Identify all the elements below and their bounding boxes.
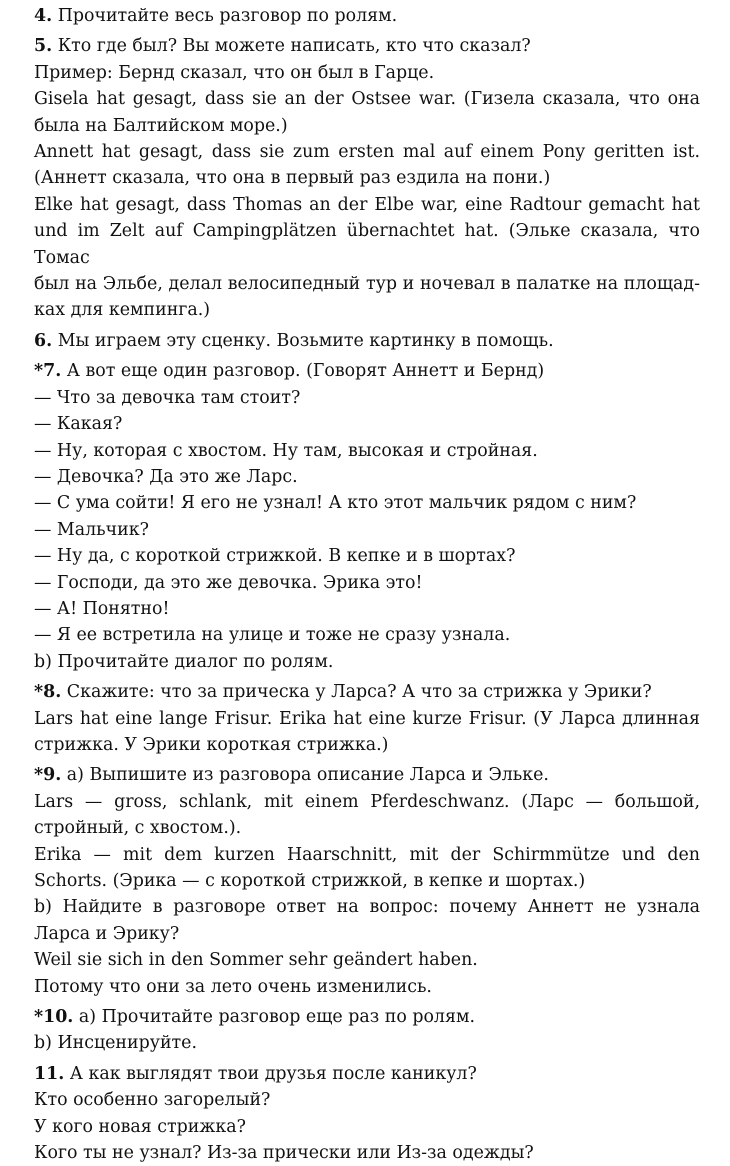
task-9-german-answer: Weil sie sich in den Sommer sehr geändert haben. [34, 950, 478, 971]
task-9-russian-answer: Потому что они за лето очень изменились. [34, 976, 432, 997]
task-9 [34, 762, 700, 1000]
task-5-line [34, 33, 700, 59]
task-6 [34, 328, 700, 354]
task-11-text: А как выглядят твои друзья после каникул? [69, 1063, 477, 1084]
task-8-answer-line-1: Lars hat eine lange Frisur. Erika hat eine kurze Frisur. (У Ларса длинная [34, 708, 700, 729]
task-8-line [34, 679, 700, 705]
task-8 [34, 679, 700, 758]
task-11-question: У кого новая стрижка? [34, 1116, 246, 1137]
task-5-elke-line-4: ках для кемпинга.) [34, 300, 211, 321]
dialogue-line: — Ну да, с короткой стрижкой. В кепке и в шортах? [34, 546, 516, 567]
task-9-lars-line-2: стройный, с хвостом.). [34, 818, 242, 839]
task-9-line [34, 762, 700, 788]
task-7-number: *7. [34, 361, 62, 382]
task-8-answer-line-2: стрижка. У Эрики короткая стрижка.) [34, 734, 389, 755]
task-11-question: Кого ты не узнал? Из-за прически или Из-за одежды? [34, 1143, 534, 1164]
task-4-line [34, 3, 700, 29]
task-4-text: Прочитайте весь разговор по ролям. [57, 6, 398, 26]
task-7-part-b: b) Прочитайте диалог по ролям. [34, 651, 334, 672]
task-5-gisela-line-2: была на Балтийском море.) [34, 115, 288, 136]
task-5-number: 5. [34, 36, 53, 57]
task-5-annett-line-2: (Аннетт сказала, что она в первый раз ездила на пони.) [34, 168, 551, 189]
dialogue-line: — Мальчик? [34, 519, 149, 540]
task-6-line [34, 328, 700, 354]
dialogue-line: — Девочка? Да это же Ларс. [34, 466, 298, 487]
task-10-number: *10. [34, 1007, 74, 1028]
task-5-gisela-line-1: Gisela hat gesagt, dass sie an der Ostsee war. (Гизела сказала, что она [34, 89, 700, 110]
task-11-number: 11. [34, 1063, 65, 1084]
task-5-elke-line-1: Elke hat gesagt, dass Thomas an der Elbe war, eine Radtour gemacht hat [34, 194, 700, 215]
task-9-lars-line-1: Lars — gross, schlank, mit einem Pferdeschwanz. (Ларс — большой, [34, 791, 700, 812]
task-10-line [34, 1004, 700, 1030]
task-5-text: Кто где был? Вы можете написать, кто что сказал? [57, 36, 531, 57]
task-9-b-line-2: Ларса и Эрику? [34, 923, 180, 944]
task-9-erika-line-1: Erika — mit dem kurzen Haarschnitt, mit der Schirmmütze und den [34, 844, 700, 865]
task-4-number: 4. [34, 6, 53, 26]
task-11-question: Кто особенно загорелый? [34, 1090, 271, 1111]
task-7 [34, 358, 700, 675]
task-10-part-a: а) Прочитайте разговор еще раз по ролям. [78, 1007, 475, 1028]
task-9-erika-line-2: Schorts. (Эрика — с короткой стрижкой, в кепке и шортах.) [34, 871, 586, 891]
dialogue-line: — А! Понятно! [34, 598, 170, 619]
task-6-number: 6. [34, 330, 53, 351]
task-8-number: *8. [34, 682, 62, 703]
task-6-text: Мы играем эту сценку. Возьмите картинку в помощь. [57, 330, 554, 351]
task-9-number: *9. [34, 765, 62, 786]
task-5-annett-line-1: Annett hat gesagt, dass sie zum ersten mal auf einem Pony geritten ist. [34, 142, 700, 163]
task-7-text: А вот еще один разговор. (Говорят Аннетт и Бернд) [66, 361, 545, 382]
dialogue-line: — Какая? [34, 414, 123, 435]
task-5-elke-line-3: был на Эльбе, делал велосипедный тур и ночевал в палатке на площад- [34, 274, 700, 295]
task-10 [34, 1004, 700, 1057]
task-4 [34, 3, 700, 29]
task-5-example: Пример: Бернд сказал, что он был в Гарце. [34, 62, 435, 83]
task-10-part-b: b) Инсценируйте. [34, 1033, 197, 1054]
dialogue-line: — С ума сойти! Я его не узнал! А кто этот мальчик рядом с ним? [34, 493, 637, 514]
task-9-text: а) Выпишите из разговора описание Ларса и Эльке. [66, 765, 549, 786]
task-5-elke-line-2: und im Zelt auf Campingplätzen übernachtet hat. (Эльке сказала, что Томас [34, 221, 700, 268]
dialogue-line: — Что за девочка там стоит? [34, 387, 301, 408]
dialogue-line: — Господи, да это же девочка. Эрика это! [34, 572, 423, 593]
task-8-text: Скажите: что за прическа у Ларса? А что за стрижка у Эрики? [66, 682, 652, 703]
task-9-b-line-1: b) Найдите в разговоре ответ на вопрос: почему Аннетт не узнала [34, 897, 700, 918]
task-5 [34, 33, 700, 323]
task-11 [34, 1061, 700, 1166]
task-7-line [34, 358, 700, 384]
dialogue-line: — Ну, которая с хвостом. Ну там, высокая и стройная. [34, 440, 538, 461]
dialogue-line: — Я ее встретила на улице и тоже не сразу узнала. [34, 625, 511, 646]
task-11-line [34, 1061, 700, 1087]
